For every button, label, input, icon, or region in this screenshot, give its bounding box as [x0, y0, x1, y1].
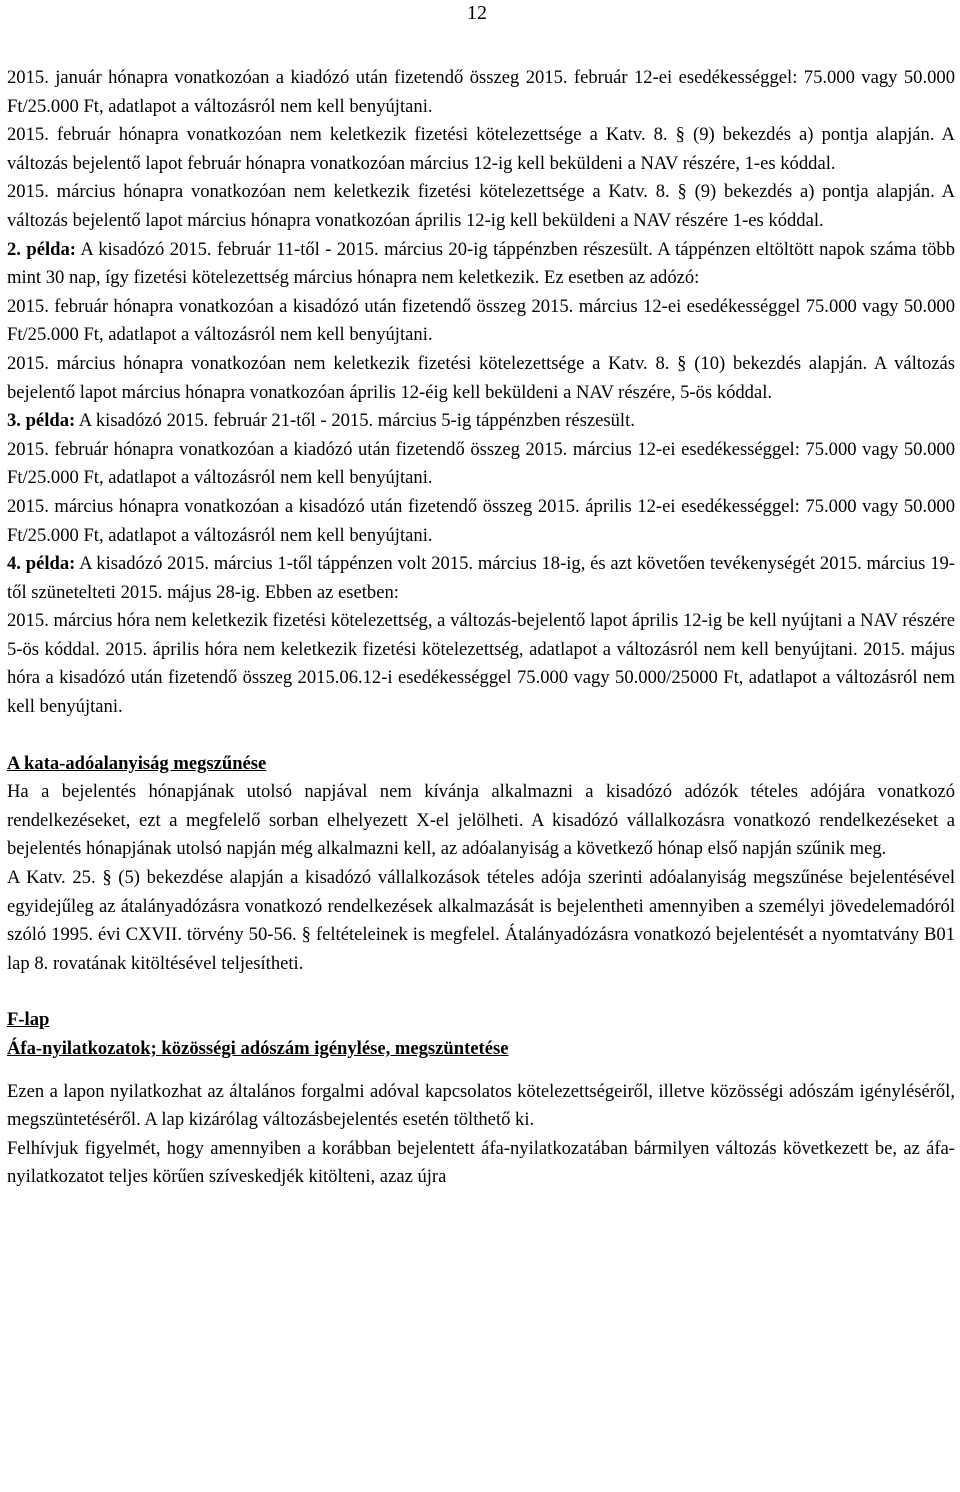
- flap-paragraph-2: Felhívjuk figyelmét, hogy amennyiben a korábban bejelentett áfa-nyilatkozatában bármilyen változás következett be, az áfa-nyilatkozatot teljes körűen szíveskedjék kitölteni, azaz újra: [7, 1137, 955, 1188]
- example-2: [7, 236, 955, 293]
- section-heading-kata: A kata-adóalanyiság megszűnése: [7, 752, 267, 774]
- example-2-text: A kisadózó 2015. február 11-től - 2015. március 20-ig táppénzben részesült. A táppénzen eltöltött napok száma több mint 30 nap, így fizetési kötelezettség március hónapra nem keletkezik. Ez esetben az adózó:: [7, 238, 955, 289]
- page-number: 12: [467, 2, 487, 24]
- example-4-label: 4. példa:: [7, 553, 76, 575]
- example-3-label: 3. példa:: [7, 410, 76, 432]
- paragraph-mar: 2015. március hónapra vonatkozóan nem keletkezik fizetési kötelezettsége a Katv. 8. § (9) bekezdés a) pontja alapján. A változás bejelentő lapot március hónapra vonatkozóan április 12-ig kell beküldeni a NAV részére 1-es kóddal.: [7, 181, 955, 231]
- example-4-text: A kisadózó 2015. március 1-től táppénzen volt 2015. március 18-ig, és azt követően tevékenységét 2015. március 19-től szünetelteti 2015. május 28-ig. Ebben az esetben:: [7, 553, 955, 603]
- section-spacer: [7, 978, 955, 1006]
- flap-paragraph-1: Ezen a lapon nyilatkozhat az általános forgalmi adóval kapcsolatos kötelezettségeiről, illetve közösségi adószám igényléséről, megszüntetéséről. A lap kizárólag változásbejelentés esetén tölthető ki.: [7, 1080, 955, 1131]
- example-4: [7, 550, 955, 607]
- kata-paragraph-1: Ha a bejelentés hónapjának utolsó napjával nem kívánja alkalmazni a kisadózó adózók tételes adójára vonatkozó rendelkezéseket, ezt a megfelelő sorban elhelyezett X-el jelölheti. A kisadózó vállalkozásra vonatkozó rendelkezéseket a bejelentés hónapjának utolsó napján még alkalmazni kell, az adóalanyiság a következő hónap első napján szűnik meg.: [7, 781, 955, 860]
- example-3-text: A kisadózó 2015. február 21-től - 2015. március 5-ig táppénzben részesült.: [75, 410, 635, 432]
- paragraph-jan: 2015. január hónapra vonatkozóan a kiadózó után fizetendő összeg 2015. február 12-ei esedékességgel: 75.000 vagy 50.000 Ft/25.000 Ft, adatlapot a változásról nem kell benyújtani.: [7, 67, 955, 117]
- example-3-paragraph-1: 2015. február hónapra vonatkozóan a kiadózó után fizetendő összeg 2015. március 12-ei esedékességgel: 75.000 vagy 50.000 Ft/25.000 Ft, adatlapot a változásról nem kell benyújtani.: [7, 438, 955, 489]
- section-spacer: [7, 722, 955, 750]
- example-2-paragraph-2: 2015. március hónapra vonatkozóan nem keletkezik fizetési kötelezettsége a Katv. 8. § (10) bekezdés alapján. A változás bejelentő lapot március hónapra vonatkozóan április 12-éig kell beküldeni a NAV részére, 5-ös kóddal.: [7, 352, 955, 403]
- document-body: [7, 64, 955, 1192]
- example-2-label: 2. példa:: [7, 238, 76, 260]
- example-4-paragraph-1: 2015. március hóra nem keletkezik fizetési kötelezettség, a változás-bejelentő lapot április 12-ig be kell nyújtani a NAV részére 5-ös kóddal. 2015. április hóra nem keletkezik fizetési kötelezettség, adatlapot a változásról nem kell benyújtani. 2015. május hóra a kisadózó után fizetendő összeg 2015.06.12-i esedékességgel 75.000 vagy 50.000/25000 Ft, adatlapot a változásról nem kell benyújtani.: [7, 610, 955, 718]
- paragraph-feb: 2015. február hónapra vonatkozóan nem keletkezik fizetési kötelezettsége a Katv. 8. § (9) bekezdés a) pontja alapján. A változás bejelentő lapot február hónapra vonatkozóan március 12-ig kell beküldeni a NAV részére, 1-es kóddal.: [7, 124, 955, 174]
- kata-paragraph-2: A Katv. 25. § (5) bekezdése alapján a kisadózó vállalkozások tételes adója szerinti adóalanyiság megszűnése bejelentésével egyidejűleg az átalányadózásra vonatkozó rendelkezések alkalmazását is bejelentheti amennyiben a személyi jövedelemadóról szóló 1995. évi CXVII. törvény 50-56. § feltételeinek is megfelel. Átalányadózásra vonatkozó bejelentését a nyomtatvány B01 lap 8. rovatának kitöltésével teljesítheti.: [7, 867, 955, 974]
- section-heading-flap: F-lap: [7, 1009, 50, 1031]
- section-subheading-afa: Áfa-nyilatkozatok; közösségi adószám igénylése, megszüntetése: [7, 1038, 509, 1059]
- example-2-paragraph-1: 2015. február hónapra vonatkozóan a kisadózó után fizetendő összeg 2015. március 12-ei esedékességgel 75.000 vagy 50.000 Ft/25.000 Ft, adatlapot a változásról nem kell benyújtani.: [7, 295, 955, 346]
- section-spacer: [7, 1064, 955, 1078]
- example-3-paragraph-2: 2015. március hónapra vonatkozóan a kisadózó után fizetendő összeg 2015. április 12-ei esedékességgel: 75.000 vagy 50.000 Ft/25.000 Ft, adatlapot a változásról nem kell benyújtani.: [7, 495, 955, 546]
- example-3: [7, 407, 955, 436]
